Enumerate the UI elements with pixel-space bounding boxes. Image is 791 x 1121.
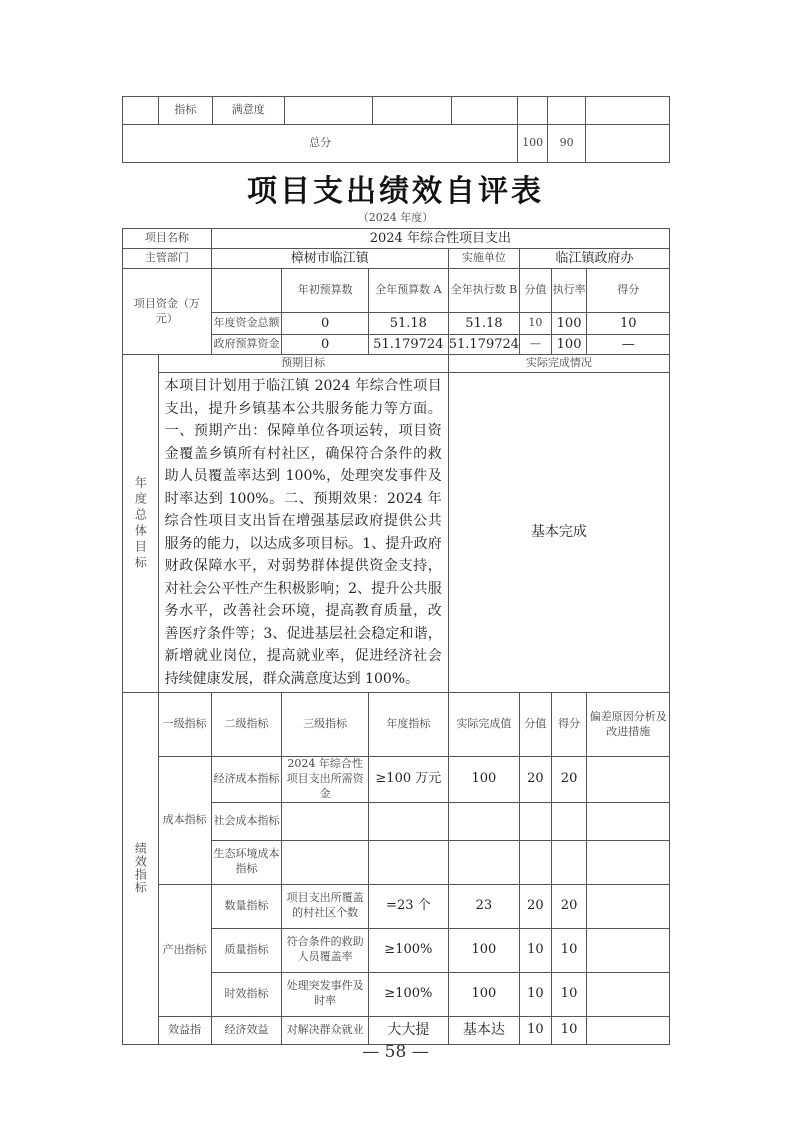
- empty-cell: [518, 97, 548, 125]
- expected-goal-text: 本项目计划用于临江镇 2024 年综合性项目支出，提升乡镇基本公共服务能力等方面。一、预期产出：保障单位各项运转，项目资金覆盖乡镇所有村社区，确保符合条件的救助人员覆盖率达到 100%，处理突发事件及时率达到 100%。二、预期效果：2024 年综合性项目支出旨在增强基层政府提供公共服务的能力，以达成多项目标。1、提升政府财政保障水平，对弱势群体提供资金支持，对社会公平性产生积极影响；2、提升公共服务水平，改善社会环境，提高教育质量，改善医疗条件等；3、促进基层社会稳定和谐，新增就业岗位，提高就业率，促进经济社会持续健康发展，群众满意度达到 100%。: [158, 373, 448, 693]
- indicator-l3: 对解决群众就业: [282, 1016, 369, 1044]
- empty-cell: [548, 97, 586, 125]
- indicator-actual: [448, 840, 519, 884]
- indicator-reason: [587, 840, 670, 884]
- funds-row-annual: 51.179724: [368, 335, 448, 355]
- benefit-indicator-label: 效益指: [158, 1016, 211, 1044]
- indicator-target: ≥100%: [368, 928, 448, 972]
- dept-label: 主管部门: [123, 249, 212, 269]
- indicator-target: ≥100 万元: [368, 757, 448, 803]
- indicators-label: 绩效指标: [133, 842, 148, 895]
- indicator-l3: 符合条件的救助人员覆盖率: [282, 928, 369, 972]
- indicator-l3: 处理突发事件及时率: [282, 972, 369, 1016]
- header-l3: 三级指标: [282, 693, 369, 757]
- indicator-reason: [587, 1016, 670, 1044]
- total-score-label: 总分: [123, 125, 518, 163]
- funds-row-name: 年度资金总额: [211, 313, 282, 335]
- indicator-weight: 20: [520, 884, 552, 928]
- indicator-actual: 100: [448, 972, 519, 1016]
- empty-cell: [284, 97, 372, 125]
- indicator-weight: [520, 840, 552, 884]
- indicator-actual: 23: [448, 884, 519, 928]
- indicator-score: [551, 802, 587, 840]
- indicator-actual: 基本达: [448, 1016, 519, 1044]
- header-target: 年度指标: [368, 693, 448, 757]
- project-name-label: 项目名称: [123, 229, 212, 249]
- cost-indicator-label: 成本指标: [158, 757, 211, 885]
- empty-cell: [452, 97, 518, 125]
- empty-cell: [372, 97, 452, 125]
- empty-cell: [211, 269, 282, 313]
- indicator-target: [368, 802, 448, 840]
- indicator-label: 指标: [158, 97, 212, 125]
- annual-goal-label-cell: [123, 355, 159, 693]
- indicator-l2: 生态环境成本指标: [211, 840, 282, 884]
- empty-cell: [123, 97, 159, 125]
- indicator-weight: 10: [520, 1016, 552, 1044]
- funds-row-weight: —: [520, 335, 552, 355]
- funds-header-rate: 执行率: [551, 269, 587, 313]
- funds-row-rate: 100: [551, 335, 587, 355]
- indicator-actual: 100: [448, 928, 519, 972]
- actual-completion-header: 实际完成情况: [448, 355, 669, 373]
- indicator-score: 10: [551, 972, 587, 1016]
- indicator-target: 大大提: [368, 1016, 448, 1044]
- total-score: 90: [548, 125, 586, 163]
- indicator-l2: 数量指标: [211, 884, 282, 928]
- indicator-weight: 10: [520, 972, 552, 1016]
- indicator-score: 20: [551, 757, 587, 803]
- indicator-weight: [520, 802, 552, 840]
- project-name-value: 2024 年综合性项目支出: [211, 229, 669, 249]
- dept-value: 樟树市临江镇: [211, 249, 448, 269]
- funds-row-initial: 0: [282, 335, 369, 355]
- indicator-l2: 社会成本指标: [211, 802, 282, 840]
- indicator-reason: [587, 972, 670, 1016]
- funds-header-weight: 分值: [520, 269, 552, 313]
- indicator-reason: [587, 884, 670, 928]
- expected-goal-header: 预期目标: [158, 355, 448, 373]
- funds-row-weight: 10: [520, 313, 552, 335]
- funds-header-annual: 全年预算数 A: [368, 269, 448, 313]
- indicator-l3: 项目支出所覆盖的村社区个数: [282, 884, 369, 928]
- indicators-label-cell: [123, 693, 159, 1045]
- header-weight: 分值: [520, 693, 552, 757]
- indicator-score: 10: [551, 1016, 587, 1044]
- indicator-reason: [587, 928, 670, 972]
- funds-row-rate: 100: [551, 313, 587, 335]
- indicator-reason: [587, 757, 670, 803]
- indicator-target: ≥100%: [368, 972, 448, 1016]
- funds-header-exec: 全年执行数 B: [448, 269, 519, 313]
- empty-cell: [586, 125, 670, 163]
- indicator-weight: 20: [520, 757, 552, 803]
- funds-row-score: —: [587, 335, 670, 355]
- indicator-l2: 经济效益: [211, 1016, 282, 1044]
- funds-row-exec: 51.179724: [448, 335, 519, 355]
- year-subtitle: （2024 年度）: [357, 211, 434, 224]
- funds-label: 项目资金（万元）: [123, 269, 212, 355]
- indicator-l2: 质量指标: [211, 928, 282, 972]
- funds-row-annual: 51.18: [368, 313, 448, 335]
- funds-row-score: 10: [587, 313, 670, 335]
- page-number: — 58 —: [362, 1042, 429, 1062]
- actual-completion-text: 基本完成: [448, 373, 669, 693]
- indicator-score: 10: [551, 928, 587, 972]
- impl-unit-label: 实施单位: [448, 249, 519, 269]
- indicator-target: =23 个: [368, 884, 448, 928]
- indicator-l3: [282, 840, 369, 884]
- indicator-l3: 2024 年综合性项目支出所需资金: [282, 757, 369, 803]
- indicator-weight: 10: [520, 928, 552, 972]
- indicator-reason: [587, 802, 670, 840]
- previous-table-tail: [122, 96, 670, 163]
- header-l2: 二级指标: [211, 693, 282, 757]
- evaluation-table: [122, 228, 670, 1045]
- funds-header-score: 得分: [587, 269, 670, 313]
- funds-row-exec: 51.18: [448, 313, 519, 335]
- output-indicator-label: 产出指标: [158, 884, 211, 1016]
- impl-unit-value: 临江镇政府办: [520, 249, 670, 269]
- indicator-l3: [282, 802, 369, 840]
- indicator-actual: 100: [448, 757, 519, 803]
- indicator-score: 20: [551, 884, 587, 928]
- header-actual: 实际完成值: [448, 693, 519, 757]
- indicator-score: [551, 840, 587, 884]
- funds-header-initial: 年初预算数: [282, 269, 369, 313]
- indicator-l2: 经济成本指标: [211, 757, 282, 803]
- funds-row-name: 政府预算资金: [211, 335, 282, 355]
- indicator-actual: [448, 802, 519, 840]
- total-full-score: 100: [518, 125, 548, 163]
- funds-row-initial: 0: [282, 313, 369, 335]
- header-l1: 一级指标: [158, 693, 211, 757]
- header-score: 得分: [551, 693, 587, 757]
- page-title: 项目支出绩效自评表: [247, 174, 544, 209]
- annual-goal-label: 年度总体目标: [133, 475, 148, 572]
- indicator-l2: 时效指标: [211, 972, 282, 1016]
- satisfaction-label: 满意度: [212, 97, 284, 125]
- header-reason: 偏差原因分析及改进措施: [587, 693, 670, 757]
- empty-cell: [586, 97, 670, 125]
- indicator-target: [368, 840, 448, 884]
